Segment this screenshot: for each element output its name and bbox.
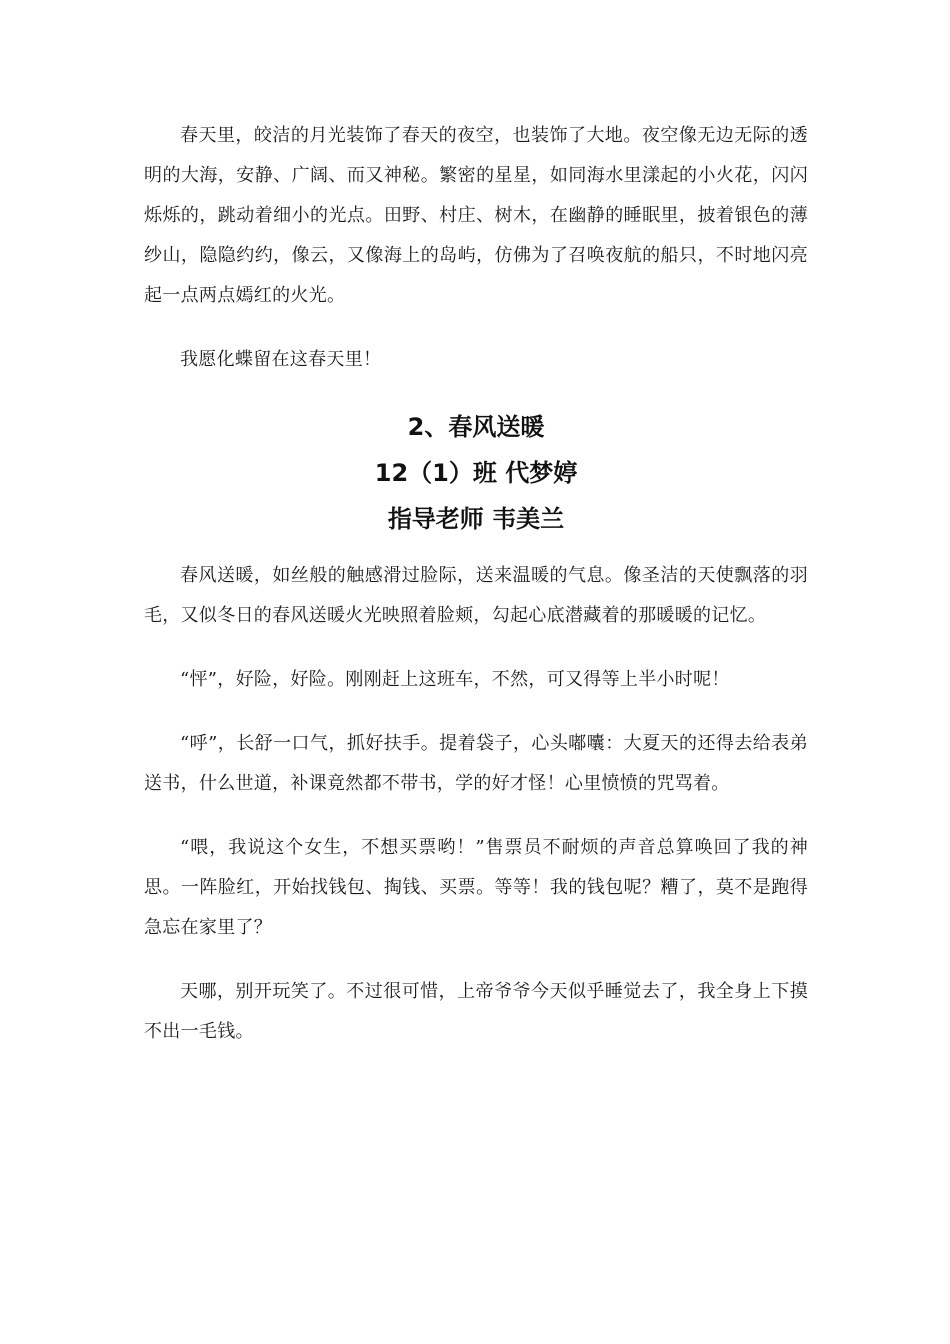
article-header bbox=[144, 404, 808, 542]
paragraph: 春天里，皎洁的月光装饰了春天的夜空，也装饰了大地。夜空像无边无际的透明的大海，安静、广阔、而又神秘。繁密的星星，如同海水里漾起的小火花，闪闪烁烁的，跳动着细小的光点。田野、村庄、树木，在幽静的睡眠里，披着银色的薄纱山，隐隐约约，像云，又像海上的岛屿，仿佛为了召唤夜航的船只，不时地闪亮起一点两点嫣红的火光。 bbox=[144, 125, 808, 306]
article-author: 12（1）班 代梦婷 bbox=[374, 459, 578, 487]
paragraph: “怦”，好险，好险。刚刚赶上这班车，不然，可又得等上半小时呢！ bbox=[180, 669, 730, 690]
article-spring-breeze bbox=[144, 404, 808, 1052]
paragraph: 我愿化蝶留在这春天里！ bbox=[180, 349, 382, 370]
paragraph: “呼”，长舒一口气，抓好扶手。提着袋子，心头嘟囔：大夏天的还得去给表弟送书，什么世道，补课竟然都不带书，学的好才怪！心里愤愤的咒骂着。 bbox=[144, 733, 808, 794]
paragraph: 春风送暖，如丝般的触感滑过脸际，送来温暖的气息。像圣洁的天使飘落的羽毛，又似冬日的春风送暖火光映照着脸颊，勾起心底潜藏着的那暖暖的记忆。 bbox=[144, 565, 808, 626]
article-spring-night bbox=[144, 116, 808, 380]
paragraph: “喂，我说这个女生，不想买票哟！”售票员不耐烦的声音总算唤回了我的神思。一阵脸红，开始找钱包、掏钱、买票。等等！我的钱包呢？糟了，莫不是跑得急忘在家里了？ bbox=[144, 837, 808, 938]
paragraph: 天哪，别开玩笑了。不过很可惜，上帝爷爷今天似乎睡觉去了，我全身上下摸不出一毛钱。 bbox=[144, 981, 808, 1042]
article-teacher: 指导老师 韦美兰 bbox=[387, 505, 565, 533]
article-title: 2、春风送暖 bbox=[407, 413, 545, 441]
document-body bbox=[144, 116, 808, 1052]
